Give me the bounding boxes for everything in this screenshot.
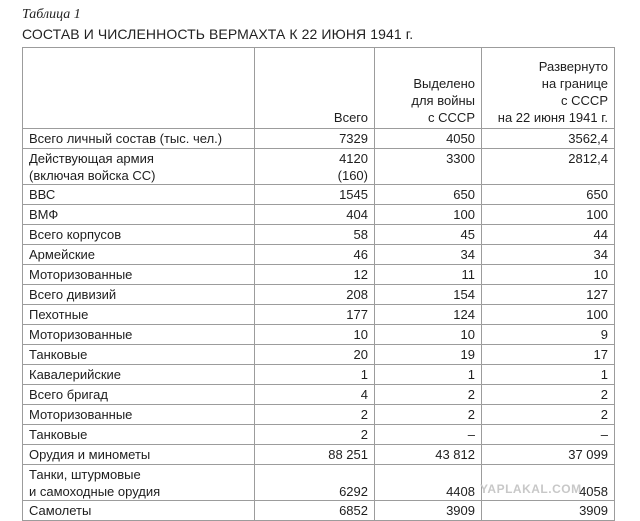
row-value: 10	[482, 265, 615, 285]
row-value: 4408	[375, 465, 482, 501]
row-value: 3909	[482, 501, 615, 521]
row-label: Танковые	[23, 425, 255, 445]
row-label: Моторизованные	[23, 405, 255, 425]
row-value: 17	[482, 345, 615, 365]
row-label: Самолеты	[23, 501, 255, 521]
row-value: 20	[255, 345, 375, 365]
row-value: 100	[482, 305, 615, 325]
row-value: 2	[255, 405, 375, 425]
row-value: 4050	[375, 129, 482, 149]
row-value: 4120 (160)	[255, 149, 375, 185]
row-value: 2	[255, 425, 375, 445]
row-value: 650	[482, 185, 615, 205]
row-value: 88 251	[255, 445, 375, 465]
row-value: 34	[482, 245, 615, 265]
row-value: 11	[375, 265, 482, 285]
row-value: 58	[255, 225, 375, 245]
row-label: Танковые	[23, 345, 255, 365]
row-value: 1	[255, 365, 375, 385]
row-label: Моторизованные	[23, 325, 255, 345]
row-value: 100	[375, 205, 482, 225]
row-value: 3300	[375, 149, 482, 185]
row-value: –	[375, 425, 482, 445]
header-line: на границе	[541, 76, 608, 91]
table-caption: Таблица 1	[22, 7, 81, 22]
header-line: с СССР	[561, 93, 608, 108]
header-allocated	[375, 48, 482, 129]
header-deployed	[482, 48, 615, 129]
table-row	[23, 185, 615, 205]
row-value: 37 099	[482, 445, 615, 465]
table-row	[23, 365, 615, 385]
row-label: Всего дивизий	[23, 285, 255, 305]
table-row	[23, 325, 615, 345]
row-label: Танки, штурмовые и самоходные орудия	[23, 465, 255, 501]
row-label: ВМФ	[23, 205, 255, 225]
row-value: 34	[375, 245, 482, 265]
table-row	[23, 405, 615, 425]
row-label: Всего бригад	[23, 385, 255, 405]
row-value: 2812,4	[482, 149, 615, 185]
row-value: 43 812	[375, 445, 482, 465]
table-row	[23, 465, 615, 501]
row-label: Пехотные	[23, 305, 255, 325]
row-label: ВВС	[23, 185, 255, 205]
header-line: Развернуто	[538, 59, 608, 74]
table-row	[23, 285, 615, 305]
row-value: 177	[255, 305, 375, 325]
header-line: Всего	[333, 110, 368, 125]
row-value: 100	[482, 205, 615, 225]
row-value: 2	[375, 385, 482, 405]
row-value: 7329	[255, 129, 375, 149]
row-value: 3562,4	[482, 129, 615, 149]
table-title: СОСТАВ И ЧИСЛЕННОСТЬ ВЕРМАХТА К 22 ИЮНЯ 1941 г.	[22, 26, 414, 42]
row-label: Действующая армия (включая войска СС)	[23, 149, 255, 185]
table-row	[23, 445, 615, 465]
row-label: Моторизованные	[23, 265, 255, 285]
data-table	[22, 47, 615, 521]
header-total	[255, 48, 375, 129]
table-row	[23, 149, 615, 185]
row-value: 3909	[375, 501, 482, 521]
table-row	[23, 245, 615, 265]
row-label: Орудия и минометы	[23, 445, 255, 465]
row-value: 154	[375, 285, 482, 305]
watermark: YAPLAKAL.COM	[480, 482, 582, 496]
header-line: на 22 июня 1941 г.	[497, 110, 608, 125]
row-value: 4	[255, 385, 375, 405]
table-row	[23, 385, 615, 405]
row-value: 12	[255, 265, 375, 285]
row-value: 127	[482, 285, 615, 305]
row-value: 6852	[255, 501, 375, 521]
table-row	[23, 205, 615, 225]
row-value: –	[482, 425, 615, 445]
table-body	[23, 129, 615, 521]
table-row	[23, 305, 615, 325]
row-value: 10	[255, 325, 375, 345]
row-value: 124	[375, 305, 482, 325]
row-value: 404	[255, 205, 375, 225]
row-value: 650	[375, 185, 482, 205]
row-value: 9	[482, 325, 615, 345]
row-value: 46	[255, 245, 375, 265]
table-row	[23, 265, 615, 285]
header-line: с СССР	[428, 110, 475, 125]
header-label-col	[23, 48, 255, 129]
row-value: 1545	[255, 185, 375, 205]
table-row	[23, 425, 615, 445]
row-value: 45	[375, 225, 482, 245]
table-row	[23, 129, 615, 149]
header-row	[23, 48, 615, 129]
row-value: 44	[482, 225, 615, 245]
row-value: 19	[375, 345, 482, 365]
row-label: Кавалерийские	[23, 365, 255, 385]
header-line: Выделено	[413, 76, 475, 91]
row-value: 2	[482, 405, 615, 425]
header-line: для войны	[411, 93, 475, 108]
row-value: 10	[375, 325, 482, 345]
row-value: 6292	[255, 465, 375, 501]
row-value: 1	[482, 365, 615, 385]
table-row	[23, 501, 615, 521]
row-label: Всего личный состав (тыс. чел.)	[23, 129, 255, 149]
row-value: 4058	[482, 465, 615, 501]
row-value: 2	[482, 385, 615, 405]
row-value: 208	[255, 285, 375, 305]
row-label: Армейские	[23, 245, 255, 265]
table-row	[23, 225, 615, 245]
row-label: Всего корпусов	[23, 225, 255, 245]
row-value: 1	[375, 365, 482, 385]
table-row	[23, 345, 615, 365]
row-value: 2	[375, 405, 482, 425]
